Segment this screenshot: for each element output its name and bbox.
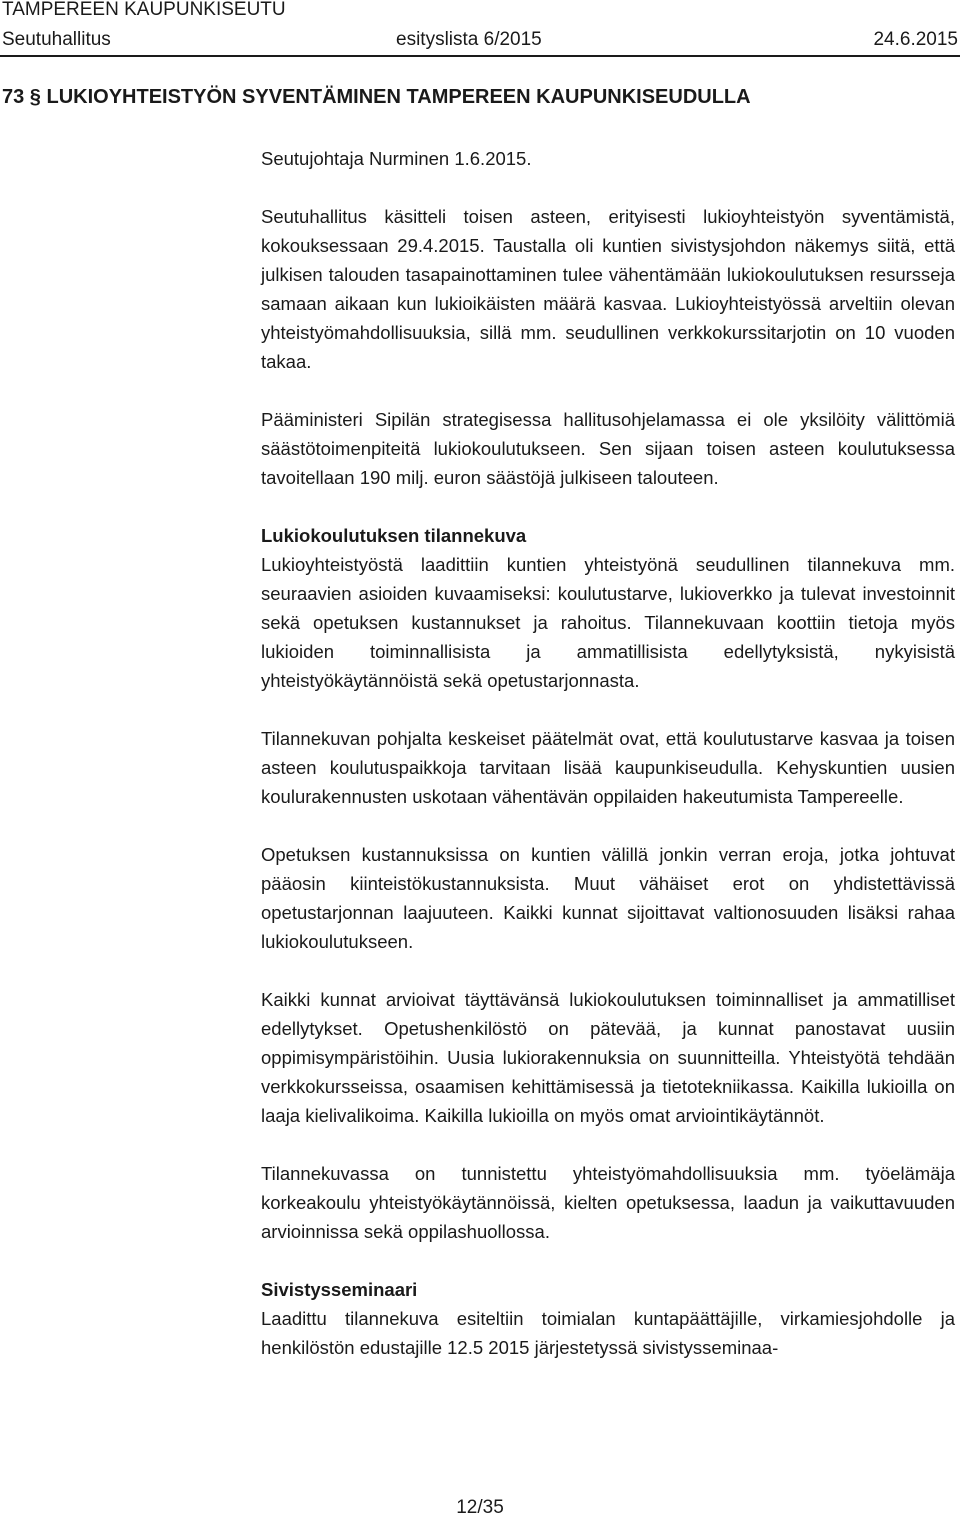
paragraph-cooperation: Tilannekuvassa on tunnistettu yhteistyömahdollisuuksia mm. työelämäja korkeakoulu yhteistyökäytännöissä, kielten opetuksessa, laadun ja vaikuttavuuden arvioinnissa sekä oppilashuollossa. xyxy=(261,1163,955,1242)
preparer-line: Seutujohtaja Nurminen 1.6.2015. xyxy=(261,148,532,169)
header-organization: TAMPEREEN KAUPUNKISEUTU xyxy=(2,0,286,20)
paragraph-background: Seutuhallitus käsitteli toisen asteen, erityisesti lukioyhteistyön syventämistä, kokouksessaan 29.4.2015. Taustalla oli kuntien sivistysjohdon näkemys siitä, että julkisen talouden tasapainottaminen tulee vähentämään lukiokoulutuksen resursseja samaan aikaan kun lukioikäisten määrä kasvaa. Lukioyhteistyössä arveltiin olevan yhteistyömahdollisuuksia, sillä mm. seudullinen verkkokurssitarjotin on 10 vuoden takaa. xyxy=(261,206,955,372)
paragraph-situation: Lukioyhteistyöstä laadittiin kuntien yhteistyönä seudullinen tilannekuva mm. seuraavien asioiden kuvaamiseksi: koulutustarve, lukioverkko ja tulevat investoinnit sekä opetuksen kustannukset ja rahoitus. Tilannekuvaan koottiin tietoja myös lukioiden toiminnallisista ja ammatillisista edellytyksistä, nykyisistä yhteistyökäytännöistä sekä opetustarjonnasta. xyxy=(261,554,955,691)
page-number: 12/35 xyxy=(456,1497,504,1518)
subheading-seminar: Sivistysseminaari xyxy=(261,1279,418,1300)
section-title: 73 § LUKIOYHTEISTYÖN SYVENTÄMINEN TAMPEREEN KAUPUNKISEUDULLA xyxy=(2,86,751,108)
header-divider xyxy=(0,55,960,57)
paragraph-seminar: Laadittu tilannekuva esiteltiin toimialan kuntapäättäjille, virkamiesjohdolle ja henkilöstön edustajille 12.5 2015 järjestetyssä sivistysseminaa- xyxy=(261,1308,955,1358)
paragraph-conclusions: Tilannekuvan pohjalta keskeiset päätelmät ovat, että koulutustarve kasvaa ja toisen asteen koulutuspaikkoja tarvitaan lisää kaupunkiseudulla. Kehyskuntien uusien koulurakennusten uskotaan vähentävän oppilaiden hakeutumista Tampereelle. xyxy=(261,728,955,807)
header-date: 24.6.2015 xyxy=(873,29,958,50)
paragraph-prerequisites: Kaikki kunnat arvioivat täyttävänsä lukiokoulutuksen toiminnalliset ja ammatilliset edellytykset. Opetushenkilöstö on pätevää, ja kunnat panostavat uusiin oppimisympäristöihin. Uusia lukiorakennuksia on suunnitteilla. Yhteistyötä tehdään verkkokursseissa, osaamisen kehittämisessä ja tietotekniikassa. Kaikilla lukioilla on laaja kielivalikoima. Kaikilla lukioilla on myös omat arviointikäytännöt. xyxy=(261,989,955,1126)
subheading-situation: Lukiokoulutuksen tilannekuva xyxy=(261,525,527,546)
paragraph-government-program: Pääministeri Sipilän strategisessa hallitusohjelamassa ei ole yksilöity välittömiä säästötoimenpiteitä lukiokoulutukseen. Sen sijaan toisen asteen koulutuksessa tavoitellaan 190 milj. euron säästöjä julkiseen talouteen. xyxy=(261,409,955,488)
document-body xyxy=(261,144,955,1362)
paragraph-costs: Opetuksen kustannuksissa on kuntien välillä jonkin verran eroja, jotka johtuvat pääosin kiinteistökustannuksista. Muut vähäiset erot on yhdistettävissä opetustarjonnan laajuuteen. Kaikki kunnat sijoittavat valtionosuuden lisäksi rahaa lukiokoulutukseen. xyxy=(261,844,955,952)
header-body-name: Seutuhallitus xyxy=(2,29,111,50)
header-agenda: esityslista 6/2015 xyxy=(396,29,542,50)
header-meta-row xyxy=(0,27,960,57)
